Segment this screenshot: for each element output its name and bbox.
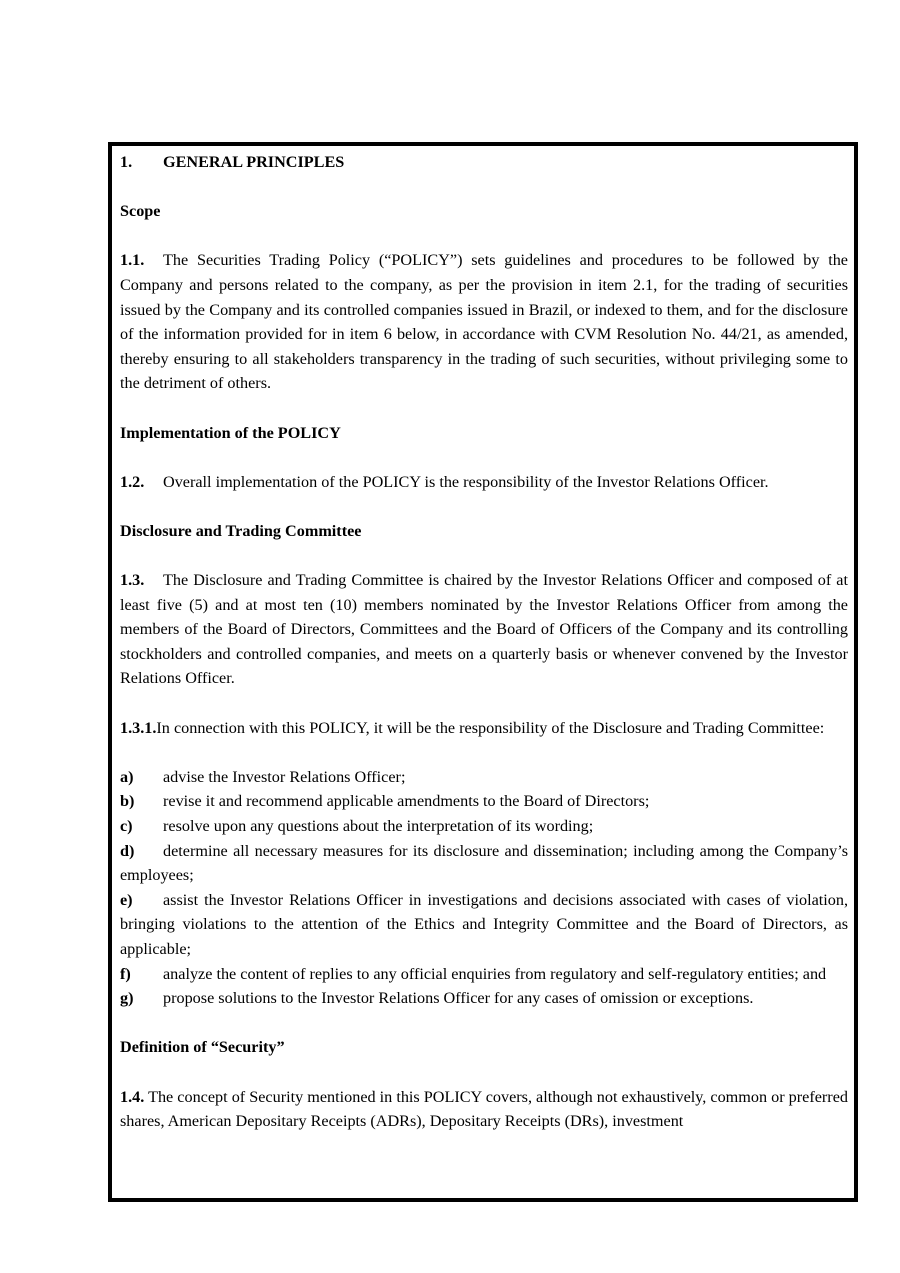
list-item [120,962,848,987]
scope-text: The Securities Trading Policy (“POLICY”) sets guidelines and procedures to be followed by the Company and persons related to the company, as per the provision in item 2.1, for the trading of securities issued by the Company and its controlled companies issued in Brazil, or indexed to them, and for the disclosure of the information provided for in item 6 below, in accordance with CVM Resolution No. 44/21, as amended, thereby ensuring to all stakeholders transparency in the trading of such securities, without privileging some to the detriment of others. [120,251,848,393]
list-item [120,839,848,888]
committee-sub-text: In connection with this POLICY, it will be the responsibility of the Disclosure and Trading Committee: [156,718,825,737]
section-title: GENERAL PRINCIPLES [163,153,345,171]
committee-heading: Disclosure and Trading Committee [120,521,362,540]
implementation-paragraph [120,470,848,495]
security-text: The concept of Security mentioned in this POLICY covers, although not exhaustively, common or preferred shares, American Depositary Receipts (ADRs), Depositary Receipts (DRs), investment [120,1087,848,1131]
list-item-label: f) [120,964,131,983]
list-item-text: propose solutions to the Investor Relations Officer for any cases of omission or exceptions. [163,989,754,1008]
implementation-number: 1.2. [120,472,145,491]
scope-paragraph [120,248,848,396]
committee-sub-paragraph [120,716,848,741]
document-frame [108,142,858,1202]
list-item [120,986,848,1011]
scope-heading: Scope [120,202,161,221]
implementation-text: Overall implementation of the POLICY is the responsibility of the Investor Relations Officer. [163,472,769,491]
list-item-text: analyze the content of replies to any official enquiries from regulatory and self-regulatory entities; and [163,964,827,983]
scope-number: 1.1. [120,251,145,270]
committee-text: The Disclosure and Trading Committee is chaired by the Investor Relations Officer and composed of at least five (5) and at most ten (10) members nominated by the Investor Relations Officer from among the members of the Board of Directors, Committees and the Board of Officers of the Company and its controlling stockholders and controlled companies, and meets on a quarterly basis or whenever convened by the Investor Relations Officer. [120,571,848,688]
committee-sub-number: 1.3.1. [120,718,157,737]
security-heading: Definition of “Security” [120,1038,285,1057]
list-item-text: revise it and recommend applicable amendments to the Board of Directors; [163,792,650,811]
list-item [120,888,848,962]
list-item-text: advise the Investor Relations Officer; [163,767,406,786]
implementation-heading: Implementation of the POLICY [120,423,341,442]
list-item-label: d) [120,841,135,860]
section-number: 1. [120,153,133,171]
list-item-label: c) [120,817,133,836]
list-item-label: e) [120,890,133,909]
list-item-label: a) [120,767,134,786]
list-item-text: resolve upon any questions about the interpretation of its wording; [163,817,594,836]
committee-number: 1.3. [120,571,145,590]
document-content [120,150,848,1158]
list-item-label: g) [120,989,134,1008]
list-item [120,814,848,839]
security-number: 1.4. [120,1087,145,1106]
list-item-text: assist the Investor Relations Officer in investigations and decisions associated with cases of violation, bringing violations to the attention of the Ethics and Integrity Committee and the Board of Directors, as applicable; [120,890,848,958]
list-item-text: determine all necessary measures for its disclosure and dissemination; including among the Company’s employees; [120,841,848,885]
list-item [120,765,848,790]
list-item [120,789,848,814]
list-item-label: b) [120,792,135,811]
security-paragraph [120,1085,848,1134]
section-heading [120,150,848,175]
committee-paragraph [120,568,848,691]
